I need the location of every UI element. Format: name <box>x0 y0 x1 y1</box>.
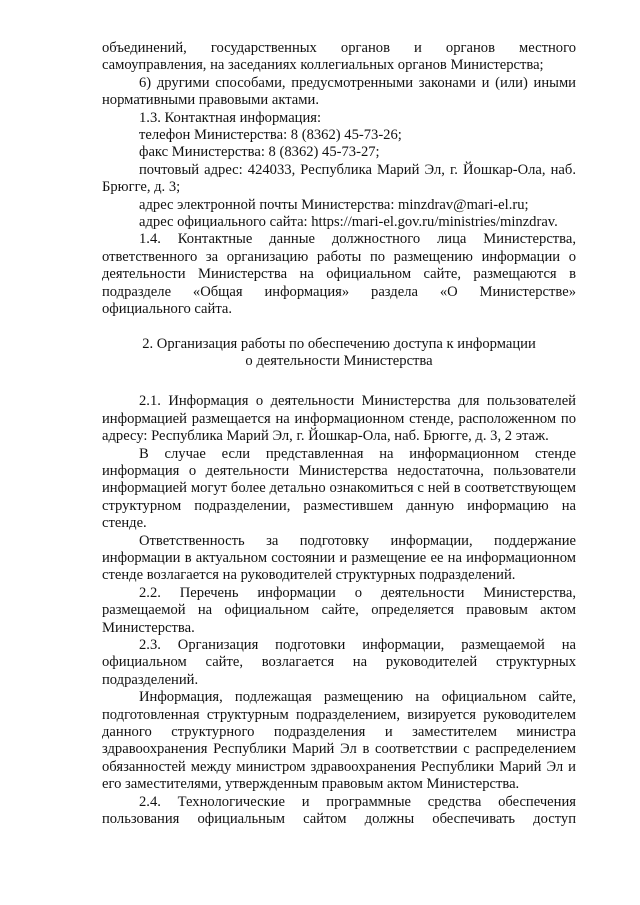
spacer <box>102 370 576 393</box>
paragraph-1-4: 1.4. Контактные данные должностного лица Министерства, ответственного за организацию работы по размещению информации о деятельности Министерства на официальном сайте, размещаются в подразделе «Общая информация» раздела «О Министерстве» официального сайта. <box>102 231 576 318</box>
paragraph-item-6: 6) другими способами, предусмотренными законами и (или) иными нормативными правовыми актами. <box>102 74 576 109</box>
contact-address: почтовый адрес: 424033, Республика Марий Эл, г. Йошкар-Ола, наб. Брюгге, д. 3; <box>102 161 576 196</box>
paragraph-1-3-title: 1.3. Контактная информация: <box>139 109 322 126</box>
section-2-heading-line-1: 2. Организация работы по обеспечению доступа к информации <box>142 335 536 352</box>
paragraph-continuation: объединений, государственных органов и органов местного самоуправления, на заседаниях коллегиальных органов Министерства; <box>102 40 576 74</box>
paragraph-2-1-c: Ответственность за подготовку информации, поддержание информации в актуальном состоянии и размещение ее на информационном стенде возлагается на руководителей структурных подразделений. <box>102 532 576 584</box>
contact-phone: телефон Министерства: 8 (8362) 45-73-26; <box>139 127 402 144</box>
paragraph-2-3-b: Информация, подлежащая размещению на официальном сайте, подготовленная структурным подразделением, визируется руководителем данного структурного подразделения и заместителем министра здравоохранения Республики Марий Эл в соответствии с распределением обязанностей между министром здравоохранения Республики Марий Эл и его заместителями, утвержденным правовым актом Министерства. <box>102 689 576 793</box>
paragraph-2-2: 2.2. Перечень информации о деятельности Министерства, размещаемой на официальном сайте, определяется правовым актом Министерства. <box>102 584 576 636</box>
contact-website: адрес официального сайта: https://mari-el.gov.ru/ministries/minzdrav. <box>139 214 558 231</box>
spacer <box>102 319 576 336</box>
paragraph-2-3: 2.3. Организация подготовки информации, размещаемой на официальном сайте, возлагается на руководителей структурных подразделений. <box>102 637 576 688</box>
contact-fax: факс Министерства: 8 (8362) 45-73-27; <box>139 144 380 161</box>
contact-email: адрес электронной почты Министерства: minzdrav@mari-el.ru; <box>139 196 529 213</box>
document-body <box>102 40 576 828</box>
paragraph-2-4: 2.4. Технологические и программные средства обеспечения пользования официальным сайтом должны обеспечивать доступ <box>102 793 576 828</box>
paragraph-2-1: 2.1. Информация о деятельности Министерства для пользователей информацией размещается на информационном стенде, расположенном по адресу: Республика Марий Эл, г. Йошкар-Ола, наб. Брюгге, д. 3, 2 этаж. <box>102 393 576 445</box>
paragraph-2-1-b: В случае если представленная на информационном стенде информация о деятельности Министерства недостаточна, пользователи информацией могут более детально ознакомиться с ней в соответствующем структурном подразделении, разместившем данную информацию на стенде. <box>102 445 576 532</box>
section-2-heading-line-2: о деятельности Министерства <box>245 352 433 369</box>
